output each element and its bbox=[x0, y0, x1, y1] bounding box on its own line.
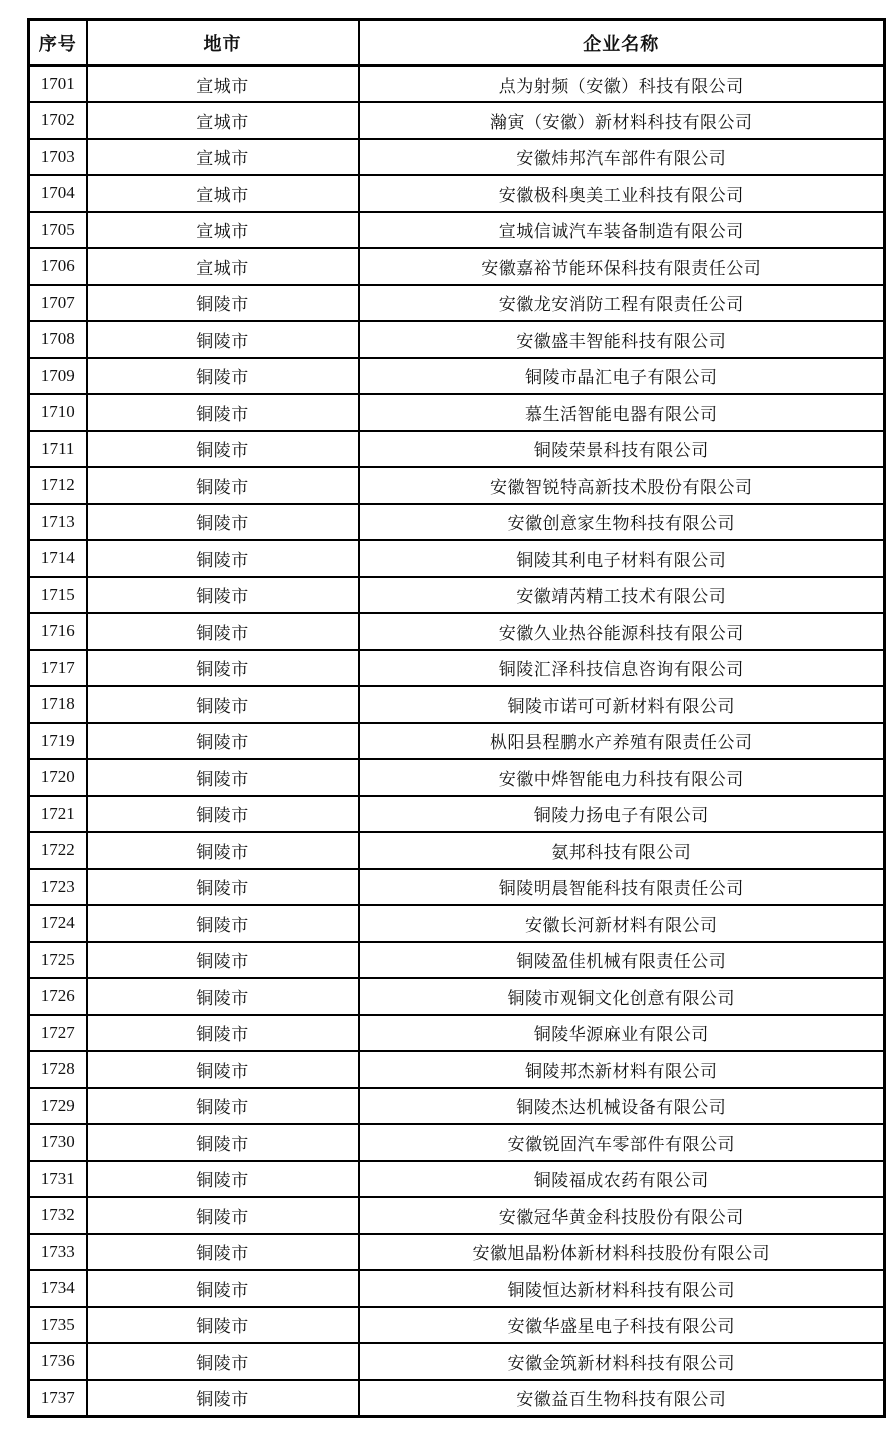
cell-city: 铜陵市 bbox=[87, 431, 359, 468]
cell-company: 铜陵市晶汇电子有限公司 bbox=[359, 358, 885, 395]
cell-city: 宣城市 bbox=[87, 66, 359, 103]
cell-no: 1717 bbox=[29, 650, 87, 687]
table-row bbox=[29, 1234, 885, 1271]
table-row bbox=[29, 66, 885, 103]
table-row bbox=[29, 431, 885, 468]
cell-city: 铜陵市 bbox=[87, 905, 359, 942]
cell-city: 宣城市 bbox=[87, 102, 359, 139]
table-row bbox=[29, 1015, 885, 1052]
table-row bbox=[29, 358, 885, 395]
cell-city: 铜陵市 bbox=[87, 869, 359, 906]
cell-city: 铜陵市 bbox=[87, 1197, 359, 1234]
cell-company: 安徽久业热谷能源科技有限公司 bbox=[359, 613, 885, 650]
table-row bbox=[29, 540, 885, 577]
cell-company: 安徽靖芮精工技术有限公司 bbox=[359, 577, 885, 614]
cell-company: 铜陵市诺可可新材料有限公司 bbox=[359, 686, 885, 723]
cell-city: 铜陵市 bbox=[87, 358, 359, 395]
cell-company: 安徽锐固汽车零部件有限公司 bbox=[359, 1124, 885, 1161]
table-row bbox=[29, 978, 885, 1015]
cell-company: 安徽旭晶粉体新材料科技股份有限公司 bbox=[359, 1234, 885, 1271]
cell-no: 1729 bbox=[29, 1088, 87, 1125]
cell-no: 1718 bbox=[29, 686, 87, 723]
cell-company: 点为射频（安徽）科技有限公司 bbox=[359, 66, 885, 103]
cell-company: 安徽创意家生物科技有限公司 bbox=[359, 504, 885, 541]
cell-city: 宣城市 bbox=[87, 212, 359, 249]
cell-city: 铜陵市 bbox=[87, 1234, 359, 1271]
cell-no: 1732 bbox=[29, 1197, 87, 1234]
cell-company: 安徽龙安消防工程有限责任公司 bbox=[359, 285, 885, 322]
cell-company: 铜陵邦杰新材料有限公司 bbox=[359, 1051, 885, 1088]
cell-company: 氨邦科技有限公司 bbox=[359, 832, 885, 869]
cell-no: 1713 bbox=[29, 504, 87, 541]
table-row bbox=[29, 1197, 885, 1234]
cell-city: 宣城市 bbox=[87, 139, 359, 176]
cell-no: 1737 bbox=[29, 1380, 87, 1417]
cell-no: 1735 bbox=[29, 1307, 87, 1344]
cell-no: 1724 bbox=[29, 905, 87, 942]
table-row bbox=[29, 686, 885, 723]
table-row bbox=[29, 650, 885, 687]
table-row bbox=[29, 1051, 885, 1088]
cell-company: 铜陵盈佳机械有限责任公司 bbox=[359, 942, 885, 979]
cell-city: 铜陵市 bbox=[87, 577, 359, 614]
cell-no: 1706 bbox=[29, 248, 87, 285]
cell-no: 1727 bbox=[29, 1015, 87, 1052]
cell-no: 1710 bbox=[29, 394, 87, 431]
header-cell-city: 地市 bbox=[87, 20, 359, 66]
cell-no: 1714 bbox=[29, 540, 87, 577]
cell-no: 1726 bbox=[29, 978, 87, 1015]
cell-city: 铜陵市 bbox=[87, 1051, 359, 1088]
cell-company: 枞阳县程鹏水产养殖有限责任公司 bbox=[359, 723, 885, 760]
cell-no: 1730 bbox=[29, 1124, 87, 1161]
cell-city: 铜陵市 bbox=[87, 1307, 359, 1344]
cell-company: 铜陵明晨智能科技有限责任公司 bbox=[359, 869, 885, 906]
table-row bbox=[29, 1088, 885, 1125]
table-row bbox=[29, 723, 885, 760]
cell-company: 安徽极科奥美工业科技有限公司 bbox=[359, 175, 885, 212]
table-row bbox=[29, 905, 885, 942]
cell-no: 1728 bbox=[29, 1051, 87, 1088]
table-row bbox=[29, 869, 885, 906]
cell-city: 铜陵市 bbox=[87, 394, 359, 431]
cell-no: 1701 bbox=[29, 66, 87, 103]
table-row bbox=[29, 1307, 885, 1344]
cell-company: 铜陵福成农药有限公司 bbox=[359, 1161, 885, 1198]
cell-no: 1704 bbox=[29, 175, 87, 212]
cell-city: 铜陵市 bbox=[87, 504, 359, 541]
cell-city: 铜陵市 bbox=[87, 1380, 359, 1417]
cell-no: 1731 bbox=[29, 1161, 87, 1198]
cell-company: 安徽益百生物科技有限公司 bbox=[359, 1380, 885, 1417]
table-row bbox=[29, 467, 885, 504]
cell-company: 铜陵华源麻业有限公司 bbox=[359, 1015, 885, 1052]
cell-city: 铜陵市 bbox=[87, 285, 359, 322]
cell-no: 1716 bbox=[29, 613, 87, 650]
table-row bbox=[29, 139, 885, 176]
cell-no: 1722 bbox=[29, 832, 87, 869]
cell-city: 铜陵市 bbox=[87, 796, 359, 833]
cell-city: 宣城市 bbox=[87, 248, 359, 285]
cell-city: 铜陵市 bbox=[87, 1161, 359, 1198]
companies-table bbox=[27, 18, 886, 1418]
cell-no: 1702 bbox=[29, 102, 87, 139]
cell-company: 慕生活智能电器有限公司 bbox=[359, 394, 885, 431]
cell-company: 铜陵杰达机械设备有限公司 bbox=[359, 1088, 885, 1125]
cell-city: 铜陵市 bbox=[87, 613, 359, 650]
table-row bbox=[29, 175, 885, 212]
cell-city: 铜陵市 bbox=[87, 1270, 359, 1307]
cell-company: 安徽中烨智能电力科技有限公司 bbox=[359, 759, 885, 796]
cell-no: 1720 bbox=[29, 759, 87, 796]
cell-city: 铜陵市 bbox=[87, 1088, 359, 1125]
cell-company: 安徽炜邦汽车部件有限公司 bbox=[359, 139, 885, 176]
table-row bbox=[29, 942, 885, 979]
table-row bbox=[29, 248, 885, 285]
cell-company: 安徽嘉裕节能环保科技有限责任公司 bbox=[359, 248, 885, 285]
cell-company: 铜陵恒达新材料科技有限公司 bbox=[359, 1270, 885, 1307]
cell-no: 1723 bbox=[29, 869, 87, 906]
cell-company: 安徽盛丰智能科技有限公司 bbox=[359, 321, 885, 358]
cell-no: 1711 bbox=[29, 431, 87, 468]
table-row bbox=[29, 759, 885, 796]
cell-no: 1733 bbox=[29, 1234, 87, 1271]
cell-company: 安徽金筑新材料科技有限公司 bbox=[359, 1343, 885, 1380]
cell-company: 安徽冠华黄金科技股份有限公司 bbox=[359, 1197, 885, 1234]
cell-city: 铜陵市 bbox=[87, 467, 359, 504]
cell-company: 铜陵市观铜文化创意有限公司 bbox=[359, 978, 885, 1015]
table-row bbox=[29, 394, 885, 431]
cell-no: 1715 bbox=[29, 577, 87, 614]
cell-no: 1734 bbox=[29, 1270, 87, 1307]
cell-no: 1709 bbox=[29, 358, 87, 395]
table-row bbox=[29, 212, 885, 249]
cell-company: 铜陵其利电子材料有限公司 bbox=[359, 540, 885, 577]
cell-city: 铜陵市 bbox=[87, 1124, 359, 1161]
cell-city: 铜陵市 bbox=[87, 1015, 359, 1052]
table-header-row bbox=[29, 20, 885, 66]
table-row bbox=[29, 1270, 885, 1307]
header-cell-no: 序号 bbox=[29, 20, 87, 66]
cell-city: 铜陵市 bbox=[87, 540, 359, 577]
table-row bbox=[29, 832, 885, 869]
cell-city: 铜陵市 bbox=[87, 321, 359, 358]
cell-city: 铜陵市 bbox=[87, 978, 359, 1015]
table-row bbox=[29, 504, 885, 541]
cell-company: 铜陵汇泽科技信息咨询有限公司 bbox=[359, 650, 885, 687]
cell-company: 铜陵力扬电子有限公司 bbox=[359, 796, 885, 833]
header-cell-company: 企业名称 bbox=[359, 20, 885, 66]
table-body bbox=[29, 66, 885, 1417]
cell-no: 1725 bbox=[29, 942, 87, 979]
table-row bbox=[29, 613, 885, 650]
table-row bbox=[29, 1124, 885, 1161]
cell-no: 1707 bbox=[29, 285, 87, 322]
cell-company: 安徽华盛星电子科技有限公司 bbox=[359, 1307, 885, 1344]
table-row bbox=[29, 285, 885, 322]
table-row bbox=[29, 796, 885, 833]
cell-no: 1708 bbox=[29, 321, 87, 358]
cell-no: 1719 bbox=[29, 723, 87, 760]
cell-no: 1736 bbox=[29, 1343, 87, 1380]
table-row bbox=[29, 1343, 885, 1380]
cell-city: 铜陵市 bbox=[87, 759, 359, 796]
cell-no: 1721 bbox=[29, 796, 87, 833]
table-row bbox=[29, 1380, 885, 1417]
cell-city: 宣城市 bbox=[87, 175, 359, 212]
table-row bbox=[29, 577, 885, 614]
table-row bbox=[29, 102, 885, 139]
table-row bbox=[29, 321, 885, 358]
cell-company: 铜陵荣景科技有限公司 bbox=[359, 431, 885, 468]
cell-no: 1712 bbox=[29, 467, 87, 504]
cell-company: 安徽智锐特高新技术股份有限公司 bbox=[359, 467, 885, 504]
cell-company: 宣城信诚汽车装备制造有限公司 bbox=[359, 212, 885, 249]
cell-city: 铜陵市 bbox=[87, 686, 359, 723]
cell-company: 安徽长河新材料有限公司 bbox=[359, 905, 885, 942]
cell-no: 1705 bbox=[29, 212, 87, 249]
table-row bbox=[29, 1161, 885, 1198]
cell-city: 铜陵市 bbox=[87, 942, 359, 979]
cell-city: 铜陵市 bbox=[87, 832, 359, 869]
cell-city: 铜陵市 bbox=[87, 650, 359, 687]
cell-no: 1703 bbox=[29, 139, 87, 176]
cell-city: 铜陵市 bbox=[87, 723, 359, 760]
cell-company: 瀚寅（安徽）新材料科技有限公司 bbox=[359, 102, 885, 139]
cell-city: 铜陵市 bbox=[87, 1343, 359, 1380]
